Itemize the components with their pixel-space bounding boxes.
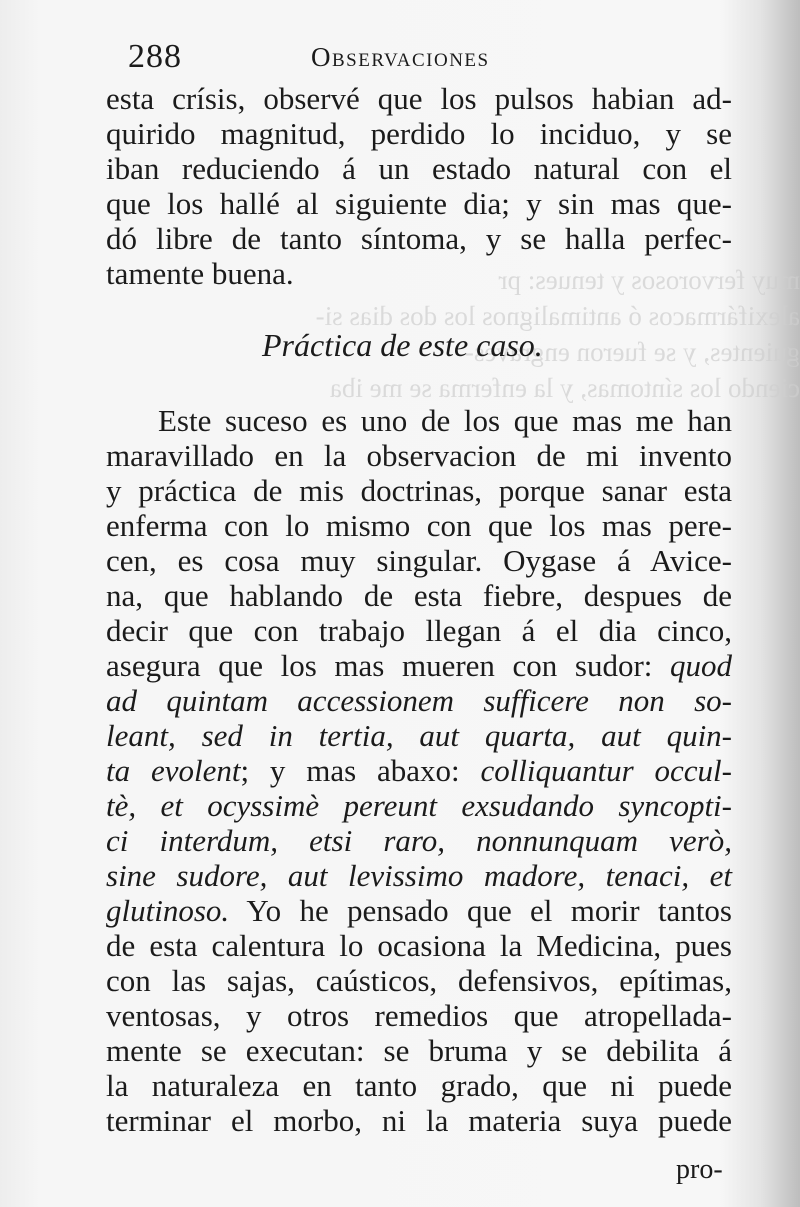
text-line: decir que con trabajo llegan á el dia cinco, [106,613,732,648]
text-line: mente se executan: se bruma y se debilita á [106,1033,732,1068]
text-run: asegura que los mas mueren con sudor: [106,648,670,683]
latin-quote-line: sine sudore, aut levissimo madore, tenaci, et [106,858,732,893]
text-line: y práctica de mis doctrinas, porque sanar esta [106,473,732,508]
latin-quote-line: ad quintam accessionem sufficere non so- [106,683,732,718]
text-line: que los hallé al siguiente dia; y sin mas que- [106,186,732,221]
text-line: terminar el morbo, ni la materia suya puede [106,1103,732,1138]
text-run: Yo he pensado que el morir tantos [229,893,732,928]
text-line: enferma con lo mismo con que los mas pere- [106,508,732,543]
text-line: na, que hablando de esta fiebre, despues de [106,578,732,613]
section-subheading: Práctica de este caso. [262,327,543,363]
catchword: pro- [676,1154,723,1185]
latin-quote: colliquantur occul- [480,753,732,788]
text-line [106,649,732,685]
latin-quote: glutinoso. [106,893,230,928]
show-through-text: muy fervorosos y tenues: pr alexifármacos ó antimalignos los dos dias si- guientes, y se fueron engraves- ciendo los síntomas, y la enferma se me iba [315,265,800,403]
text-line: con las sajas, caústicos, defensivos, epítimas, [106,963,732,998]
text-run: ; y mas abaxo: [240,753,481,788]
text-line: dó libre de tanto síntoma, y se halla perfec- [106,221,732,256]
latin-quote-line: leant, sed in tertia, aut quarta, aut quin- [106,718,732,753]
text-line: iban reduciendo á un estado natural con el [106,151,732,186]
latin-quote-line: ci interdum, etsi raro, nonnunquam verò, [106,823,732,858]
text-line: maravillado en la observacion de mi invento [106,438,732,473]
text-line: tamente buena. [106,256,294,291]
text-line: quirido magnitud, perdido lo inciduo, y se [106,116,732,151]
text-line: esta crísis, observé que los pulsos habian ad- [106,81,732,116]
text-line: ventosas, y otros remedios que atropellada- [106,998,732,1033]
running-head: Observaciones [311,42,490,72]
page-header [128,38,548,82]
text-line: Este suceso es uno de los que mas me han [158,403,732,438]
text-line [106,754,732,790]
latin-quote: ta evolent [106,753,241,788]
latin-quote: quod [670,648,732,683]
text-line: la naturaleza en tanto grado, que ni puede [106,1068,732,1103]
text-line [106,894,732,930]
page-number: 288 [128,38,182,75]
text-line: de esta calentura lo ocasiona la Medicina, pues [106,928,732,963]
text-line: cen, es cosa muy singular. Oygase á Avice- [106,543,732,578]
latin-quote-line: tè, et ocyssimè pereunt exsudando syncopti- [106,788,732,823]
